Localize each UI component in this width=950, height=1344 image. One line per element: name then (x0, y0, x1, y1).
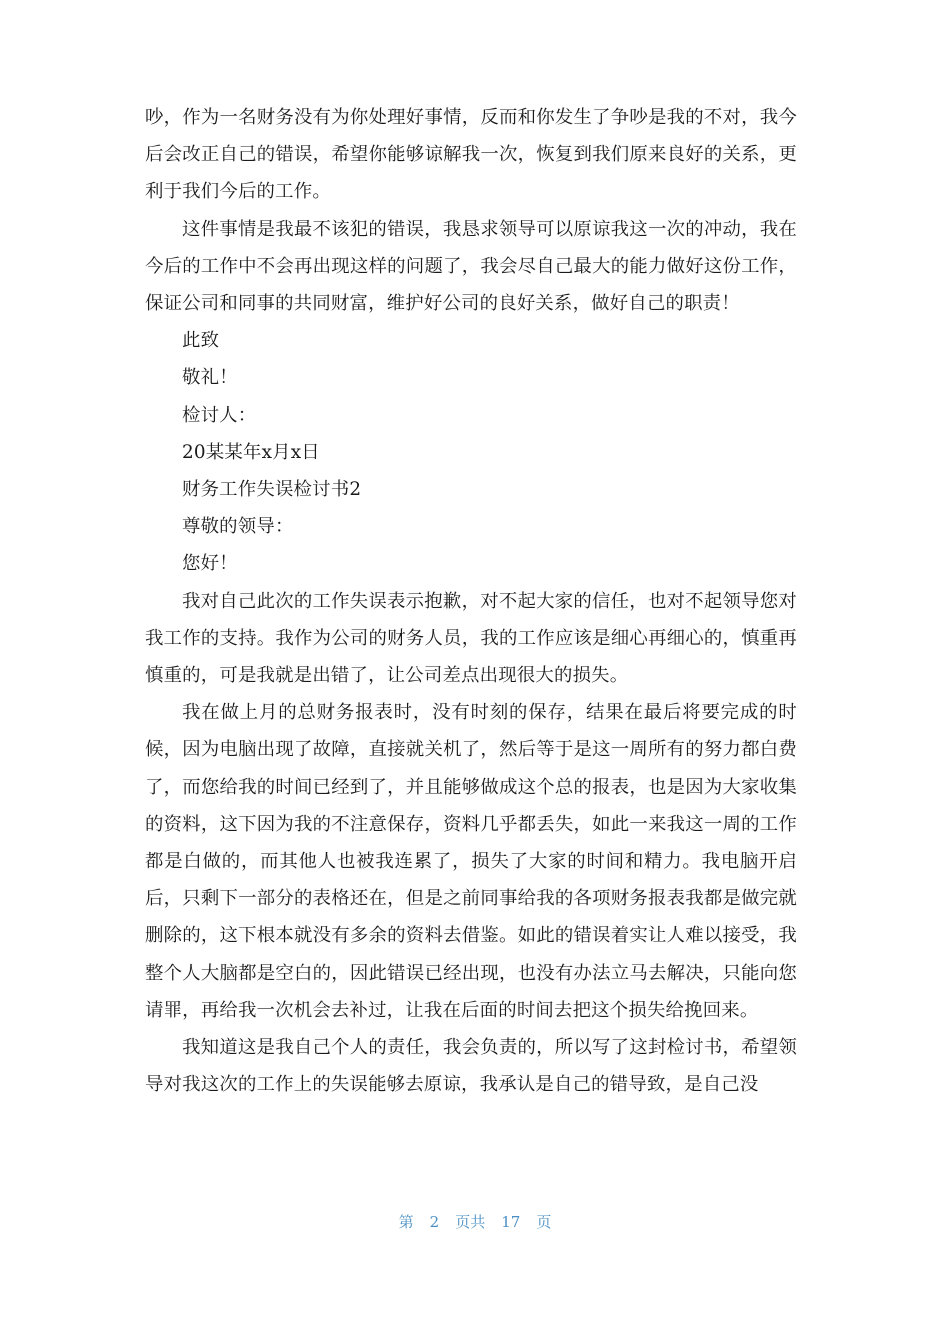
signature-label: 检讨人： (182, 404, 257, 426)
footer-prefix: 第 (398, 1213, 414, 1231)
closing-salutation: 此致 (182, 330, 220, 352)
greeting-recipient: 尊敬的领导： (182, 516, 294, 538)
footer-total-pages: 17 (501, 1213, 521, 1231)
greeting-hello: 您好！ (182, 553, 238, 575)
paragraph-incident-details: 我在做上月的总财务报表时，没有时刻的保存，结果在最后将要完成的时候，因为电脑出现了故障，直接就关机了，然后等于是这一周所有的努力都白费了，而您给我的时间已经到了，并且能够做成这个总的报表，也是因为大家收集的资料，这下因为我的不注意保存，资料几乎都丢失，如此一来我这一周的工作都是白做的，而其他人也被我连累了，损失了大家的时间和精力。我电脑开启后，只剩下一部分的表格还在，但是之前同事给我的各项财务报表我都是做完就删除的，这下根本就没有多余的资料去借鉴。如此的错误着实让人难以接受，我整个人大脑都是空白的，因此错误已经出现，也没有办法立马去解决，只能向您请罪，再给我一次机会去补过，让我在后面的时间去把这个损失给挽回来。 (145, 702, 797, 1021)
document-body (145, 99, 797, 1103)
page-footer (0, 1211, 950, 1232)
closing-regards: 敬礼！ (182, 367, 238, 389)
paragraph-continuation: 吵，作为一名财务没有为你处理好事情，反而和你发生了争吵是我的不对，我今后会改正自己的错误，希望你能够谅解我一次，恢复到我们原来良好的关系，更利于我们今后的工作。 (145, 107, 797, 203)
paragraph-apology-intro: 我对自己此次的工作失误表示抱歉，对不起大家的信任，也对不起领导您对我工作的支持。我作为公司的财务人员，我的工作应该是细心再细心的，慎重再慎重的，可是我就是出错了，让公司差点出现很大的损失。 (145, 590, 797, 687)
paragraph-apology: 这件事情是我最不该犯的错误，我恳求领导可以原谅我这一次的冲动，我在今后的工作中不会再出现这样的问题了，我会尽自己最大的能力做好这份工作，保证公司和同事的共同财富，维护好公司的良好关系，做好自己的职责！ (145, 218, 797, 315)
footer-current-page: 2 (429, 1213, 440, 1231)
date-line: 20某某年x月x日 (182, 441, 320, 463)
paragraph-responsibility: 我知道这是我自己个人的责任，我会负责的，所以写了这封检讨书，希望领导对我这次的工作上的失误能够去原谅，我承认是自己的错导致，是自己没 (145, 1037, 797, 1096)
footer-mid: 页共 (455, 1213, 486, 1231)
footer-suffix: 页 (536, 1213, 552, 1231)
section-title: 财务工作失误检讨书2 (182, 479, 362, 501)
